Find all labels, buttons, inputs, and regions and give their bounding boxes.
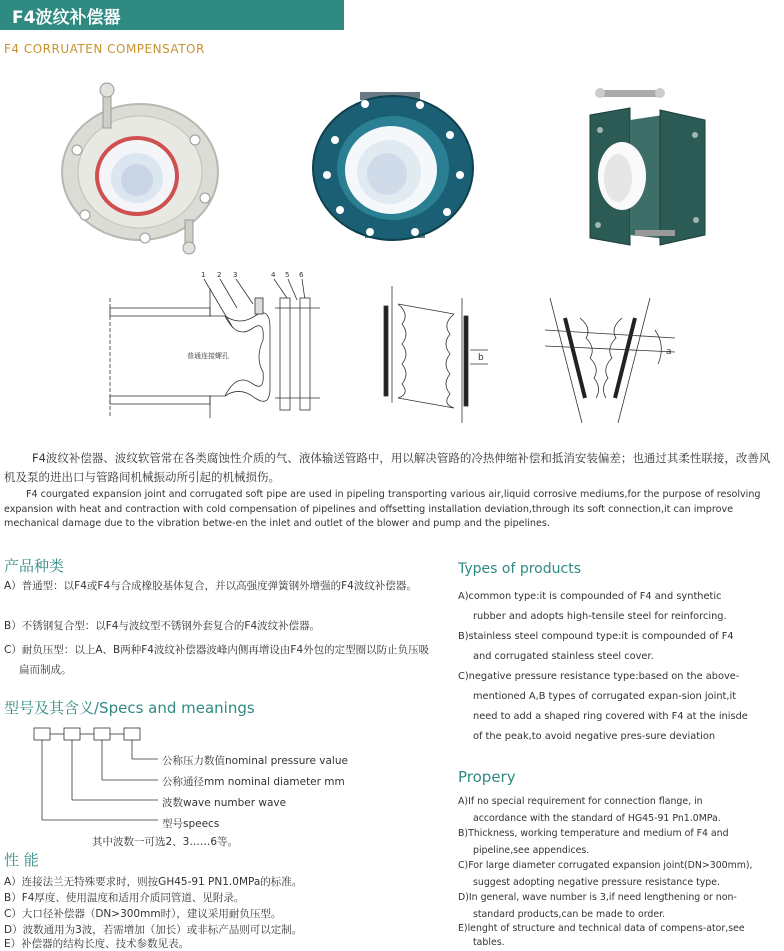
performance-en-a: A)If no special requirement for connection flange, in accordance with the standard of HG45-91 Pn1.0MPa. bbox=[458, 796, 721, 824]
product-type-cn-c: C）耐负压型：以上A、B两种F4波纹补偿器波峰内侧再增设由F4外包的定型圈以防止负压吸扁而制成。 bbox=[4, 644, 430, 676]
spec-label-model: 型号speecs bbox=[162, 818, 220, 830]
performance-en-c: C)For large diameter corrugated expansion joint(DN>300mm), suggest adopting negative pressure resistance type. bbox=[458, 860, 753, 888]
product-type-en-a: A)common type:it is compounded of F4 and synthetic rubber and adopts high-tensile steel for reinforcing. bbox=[458, 591, 727, 622]
header-bar bbox=[0, 0, 344, 30]
performance-cn-e: E）补偿器的结构长度、技术参数见表。 bbox=[4, 938, 190, 950]
spec-code-diagram bbox=[28, 726, 168, 826]
performance-en-d: D)In general, wave number is 3,if need lengthening or non-standard products,can be made to order. bbox=[458, 892, 737, 920]
product-photo-green bbox=[560, 80, 730, 255]
axial-offset-drawing bbox=[380, 268, 495, 428]
callout-5: 5 bbox=[285, 271, 290, 279]
callout-1: 1 bbox=[201, 271, 206, 279]
product-types-en-title: Types of products bbox=[458, 561, 581, 577]
product-types-cn-title: 产品种类 bbox=[4, 557, 65, 575]
spec-note: 其中波数一可选2、3……6等。 bbox=[92, 836, 239, 848]
callout-2: 2 bbox=[217, 271, 222, 279]
product-photo-blue bbox=[305, 80, 485, 255]
spec-label-wave: 波数wave number wave bbox=[162, 797, 287, 809]
section-drawing bbox=[105, 268, 335, 428]
spec-label-diameter: 公称通径mm nominal diameter mm bbox=[162, 776, 345, 788]
callout-6: 6 bbox=[299, 271, 304, 279]
product-type-en-b: B)stainless steel compound type:it is compounded of F4 and corrugated stainless steel cover. bbox=[458, 631, 734, 662]
performance-cn-b: B）F4厚度、使用温度和适用介质同管道、见附录。 bbox=[4, 892, 245, 904]
spec-label-pressure: 公称压力数值nominal pressure value bbox=[162, 755, 348, 767]
page-title: F4波纹补偿器 bbox=[12, 8, 121, 28]
performance-cn-c: C）大口径补偿器（DN>300mm时），建议采用耐负压型。 bbox=[4, 908, 282, 920]
product-type-cn-a: A）普通型：以F4或F4与合成橡胶基体复合，并以高强度弹簧钢外增强的F4波纹补偿器。 bbox=[4, 580, 417, 592]
angular-drawing bbox=[540, 268, 680, 428]
dim-a-label: a bbox=[666, 347, 672, 357]
performance-en-e: E)lenght of structure and technical data of compens-ator,see tables. bbox=[458, 923, 745, 948]
product-type-cn-b: B）不锈钢复合型：以F4与波纹型不锈钢外套复合的F4波纹补偿器。 bbox=[4, 620, 321, 632]
drawing-inner-label: 普通连接螺孔 bbox=[187, 352, 229, 360]
performance-en-b: B)Thickness, working temperature and medium of F4 and pipeline,see appendices. bbox=[458, 828, 729, 856]
callout-3: 3 bbox=[233, 271, 238, 279]
page-subtitle: F4 CORRUATEN COMPENSATOR bbox=[4, 42, 205, 56]
product-photo-white bbox=[45, 80, 235, 255]
performance-cn-d: D）波数通用为3波，若需增加（加长）或非标产品则可以定制。 bbox=[4, 924, 303, 936]
performance-cn-title: 性 能 bbox=[4, 851, 39, 869]
specs-title: 型号及其含义/Specs and meanings bbox=[4, 699, 255, 717]
intro-en-paragraph: F4 courgated expansion joint and corrugated soft pipe are used in pipeling transporting various air,liquid corrosive mediums,for the purpose of resolving expansion with heat and contraction with cold compensation of pipelines and offsetting installation deviation,through its soft connection,it can improve mechanical damage due to the vibration betwe-en the inlet and outlet of the blower and pump and the pipelines. bbox=[4, 489, 761, 529]
intro-cn-paragraph: F4波纹补偿器、波纹软管常在各类腐蚀性介质的气、液体输送管路中，用以解决管路的冷热伸缩补偿和抵消安装偏差；也通过其柔性联接，改善风机及泵的进出口与管路间机械振动所引起的机械损伤。 bbox=[4, 451, 771, 484]
dim-b-label: b bbox=[478, 353, 484, 363]
product-type-en-c: C)negative pressure resistance type:based on the above-mentioned A,B types of corrugated expan-sion joint,it need to add a shaped ring covered with F4 at the inisde of the peak,to avoid negative pres-sure deviation bbox=[458, 671, 748, 742]
callout-4: 4 bbox=[271, 271, 276, 279]
performance-en-title: Propery bbox=[458, 768, 516, 786]
performance-cn-a: A）连接法兰无特殊要求时，则按GH45-91 PN1.0MPa的标准。 bbox=[4, 876, 303, 888]
